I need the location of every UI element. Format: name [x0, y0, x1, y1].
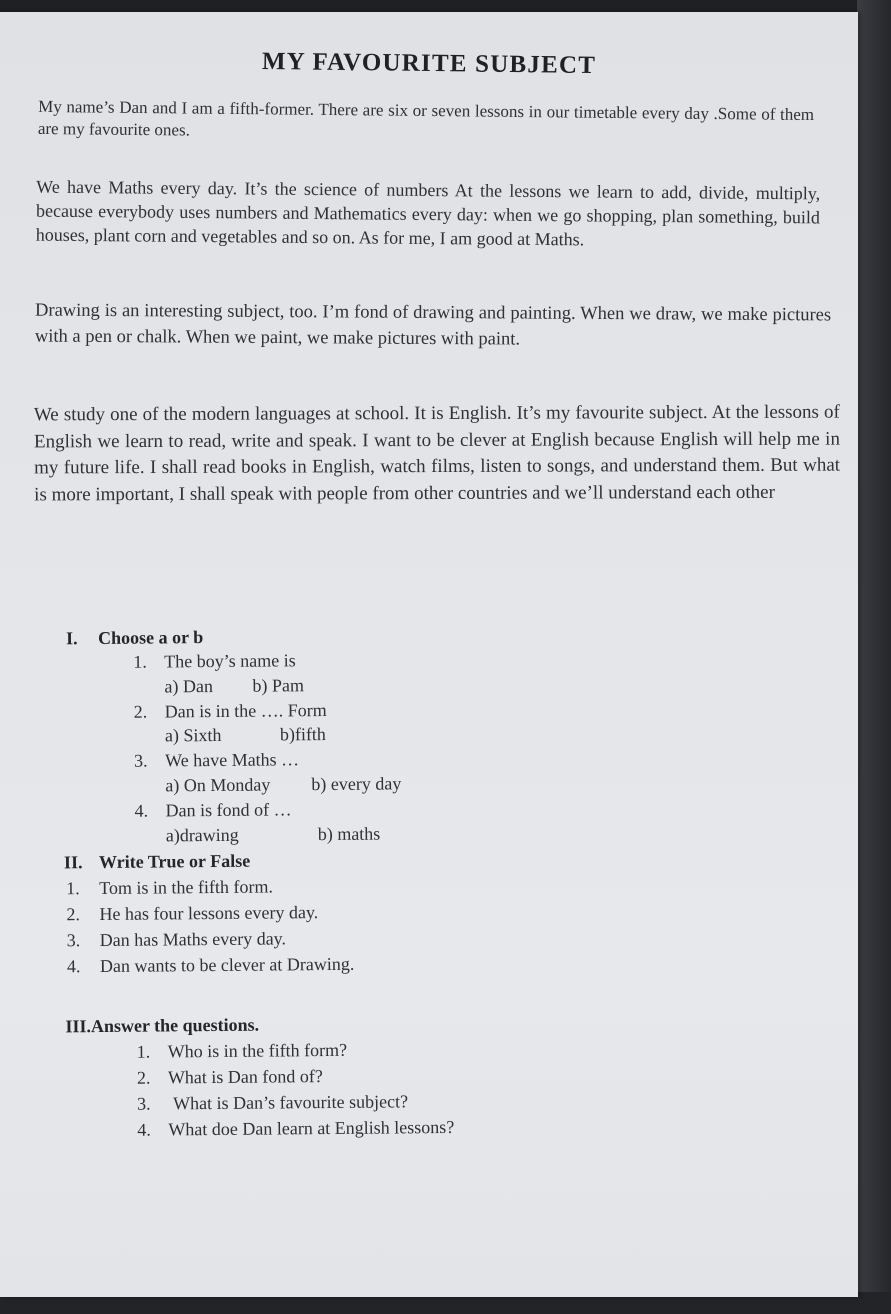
section-1-heading: I. Choose a or b — [65, 627, 204, 649]
s1-q2: 2. Dan is in the …. Form — [133, 700, 327, 722]
s3-item-4: 4. What doe Dan learn at English lessons? — [137, 1116, 455, 1140]
exercises — [0, 5, 864, 1302]
s2-item-3: 3. Dan has Maths every day. — [66, 928, 287, 951]
s1-q1: 1. The boy’s name is — [133, 650, 296, 672]
s1-q4-options: a)drawing b) maths — [165, 823, 381, 846]
s2-item-1: 1. Tom is in the fifth form. — [66, 876, 274, 899]
s2-item-4: 4. Dan wants to be clever at Drawing. — [66, 953, 355, 977]
s1-q1-options: a) Dan b) Pam — [164, 675, 305, 697]
worksheet-page — [0, 12, 858, 1297]
paragraph-1: My name’s Dan and I am a fifth-former. There are six or seven lessons in our timetable every day .Some of them are my favourite ones. — [37, 96, 815, 140]
s1-q2-options: a) Sixth b)fifth — [164, 724, 326, 746]
paragraph-4: We study one of the modern languages at school. It is English. It’s my favourite subject. At the lessons of English we learn to read, write and speak. I want to be clever at English because English will help me in my future life. I shall read books in English, watch films, listen to songs, and understand them. But what is more important, I shall speak with people from other countries and we’ll understand each other — [33, 401, 841, 505]
s1-q3: 3. We have Maths … — [134, 749, 300, 771]
paragraph-3: Drawing is an interesting subject, too. I’m fond of drawing and painting. When we draw, we make pictures with a pen or chalk. When we paint, we make pictures with paint. — [34, 300, 832, 350]
page-title: MY FAVOURITE SUBJECT — [261, 47, 597, 80]
s2-item-2: 2. He has four lessons every day. — [66, 902, 319, 925]
section-3-heading: III.Answer the questions. — [65, 1014, 260, 1037]
s3-item-3: 3. What is Dan’s favourite subject? — [137, 1091, 409, 1114]
s3-item-2: 2. What is Dan fond of? — [136, 1066, 323, 1088]
section-2-heading: II. Write True or False — [63, 850, 251, 873]
s1-q4: 4. Dan is fond of … — [134, 799, 292, 821]
s3-item-1: 1. Who is in the fifth form? — [136, 1039, 348, 1062]
s1-q3-options: a) On Monday b) every day — [165, 773, 402, 796]
paragraph-2: We have Maths every day. It’s the science of numbers At the lessons we learn to add, divide, multiply, because everybody uses numbers and Mathematics every day: when we go shopping, plan something, build houses, plant corn and vegetables and so on. As for me, I am good at Maths. — [35, 176, 821, 250]
